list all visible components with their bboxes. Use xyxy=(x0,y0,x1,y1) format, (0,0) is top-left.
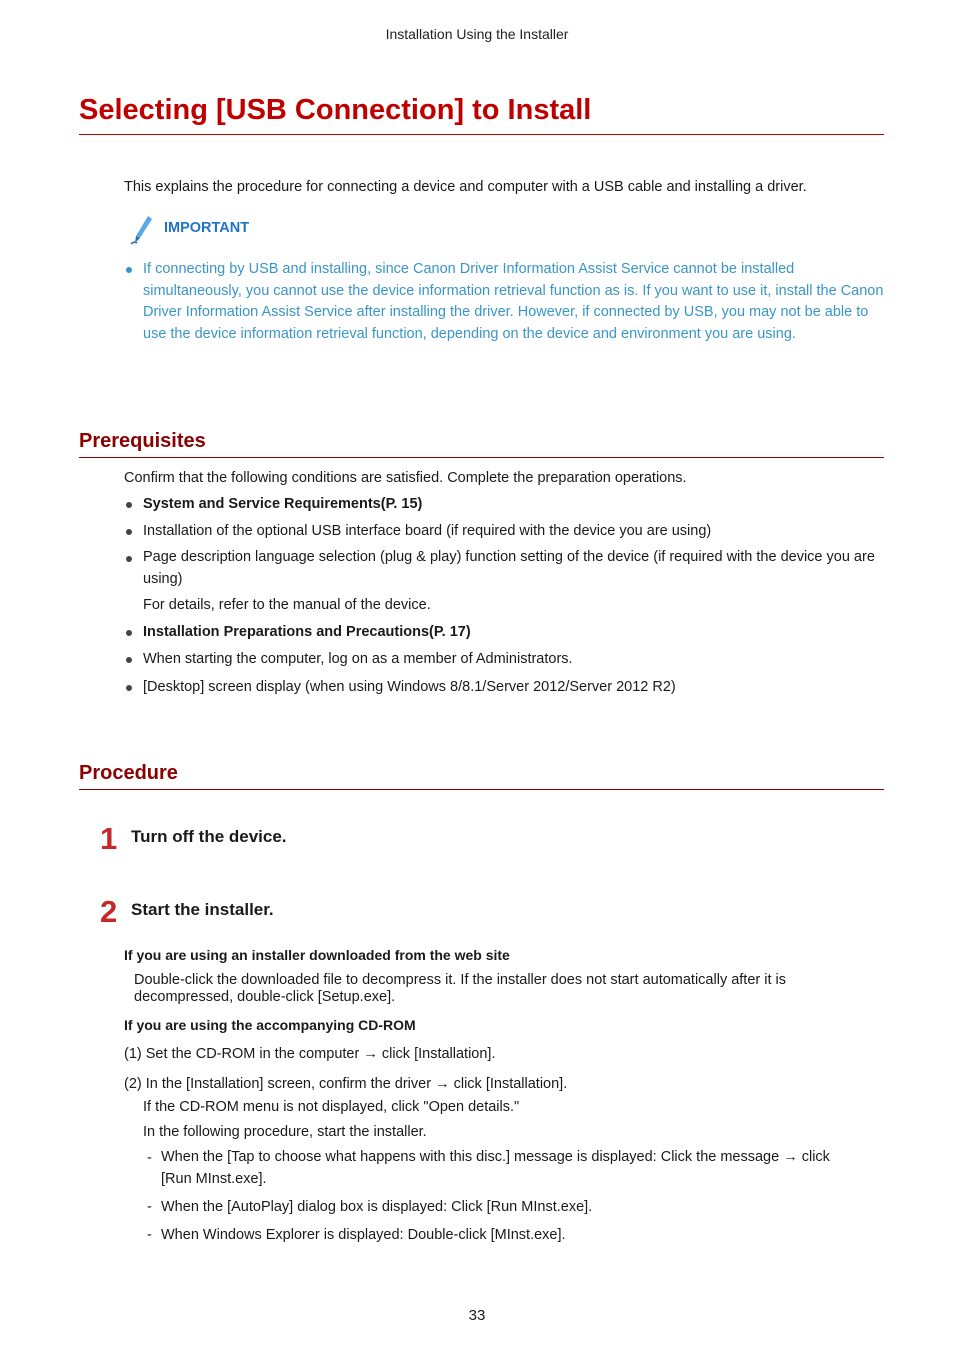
list-item: When starting the computer, log on as a member of Administrators. xyxy=(143,651,573,667)
dash-marker: - xyxy=(147,1150,152,1166)
list-bullet xyxy=(126,685,132,691)
intro-text: This explains the procedure for connecting a device and computer with a USB cable and installing a driver. xyxy=(124,179,807,195)
running-header: Installation Using the Installer xyxy=(385,26,569,42)
list-item: Page description language selection (plug & play) function setting of the device (if required with the device you are using) xyxy=(143,549,875,587)
dash-item: When the [Tap to choose what happens with this disc.] message is displayed: Click the message → click [Run MInst.exe]. xyxy=(161,1149,830,1187)
title-rule xyxy=(79,134,884,135)
list-bullet xyxy=(126,630,132,636)
important-bullet xyxy=(126,267,132,273)
link-installation-preparations[interactable]: Installation Preparations and Precautions(P. 17) xyxy=(143,624,471,640)
step-text: Start the installer. xyxy=(131,900,274,919)
list-bullet xyxy=(126,502,132,508)
list-bullet xyxy=(126,529,132,535)
step-number: 2 xyxy=(100,894,118,929)
list-item-note: For details, refer to the manual of the device. xyxy=(143,597,431,613)
important-label: IMPORTANT xyxy=(164,220,250,236)
web-installer-heading: If you are using an installer downloaded from the web site xyxy=(124,947,510,963)
link-system-requirements[interactable]: System and Service Requirements(P. 15) xyxy=(143,496,423,512)
web-installer-text: Double-click the downloaded file to decompress it. If the installer does not start automatically after it is decompressed, double-click [Setup.exe]. xyxy=(134,972,787,1005)
prerequisites-rule xyxy=(79,457,884,458)
step-text: Turn off the device. xyxy=(131,827,287,846)
procedure-title: Procedure xyxy=(79,762,178,784)
page-title: Selecting [USB Connection] to Install xyxy=(79,94,592,126)
cd-rom-heading: If you are using the accompanying CD-ROM xyxy=(124,1017,416,1033)
step-number: 1 xyxy=(100,821,118,856)
dash-marker: - xyxy=(147,1199,152,1215)
prerequisites-intro: Confirm that the following conditions are satisfied. Complete the preparation operations. xyxy=(124,470,687,486)
list-item: Installation of the optional USB interface board (if required with the device you are using) xyxy=(143,523,712,539)
dash-item: When Windows Explorer is displayed: Double-click [MInst.exe]. xyxy=(161,1227,566,1243)
procedure-rule xyxy=(79,789,884,790)
cd-rom-substep: (2) In the [Installation] screen, confirm the driver → click [Installation]. xyxy=(124,1076,568,1092)
list-bullet xyxy=(126,657,132,663)
list-item: [Desktop] screen display (when using Windows 8/8.1/Server 2012/Server 2012 R2) xyxy=(143,679,676,695)
cd-rom-substep: (1) Set the CD-ROM in the computer → click [Installation]. xyxy=(124,1046,496,1062)
pen-icon xyxy=(128,214,154,246)
dash-item: When the [AutoPlay] dialog box is displayed: Click [Run MInst.exe]. xyxy=(161,1199,593,1215)
page-number: 33 xyxy=(468,1307,486,1324)
list-bullet xyxy=(126,556,132,562)
dash-marker: - xyxy=(147,1227,152,1243)
cd-rom-note: In the following procedure, start the installer. xyxy=(143,1124,427,1140)
prerequisites-title: Prerequisites xyxy=(79,430,206,452)
cd-rom-note: If the CD-ROM menu is not displayed, click "Open details." xyxy=(143,1099,520,1115)
important-text: If connecting by USB and installing, since Canon Driver Information Assist Service cannot be installed simultaneously, you cannot use the device information retrieval function as is. If you want to use it, install the Canon Driver Information Assist Service after installing the driver. However, if connected by USB, you may not be able to use the device information retrieval function, depending on the device and environment you are using. xyxy=(143,261,884,342)
